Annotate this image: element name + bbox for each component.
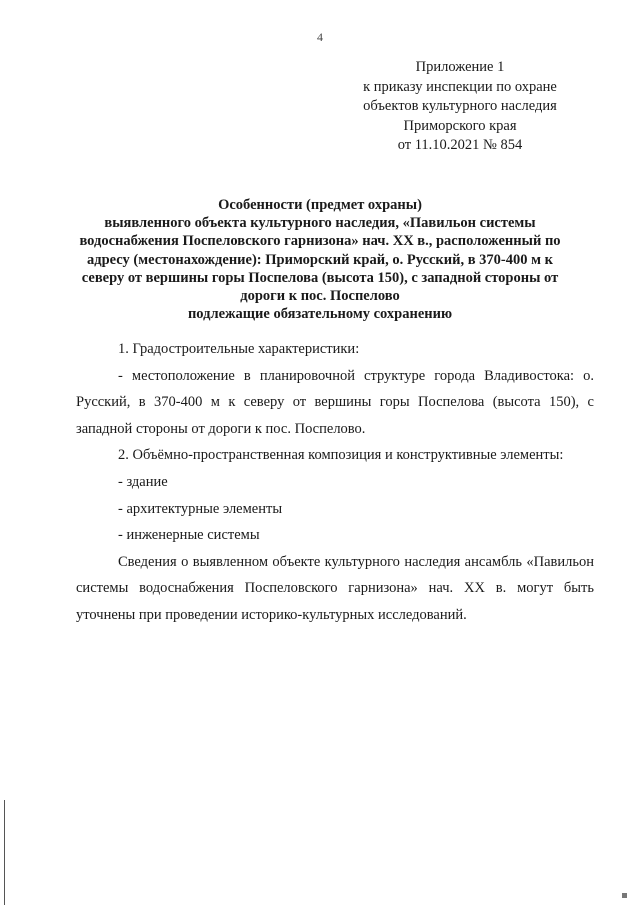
title-line: адресу (местонахождение): Приморский край, о. Русский, в 370-400 м к [87,251,553,268]
section-1-heading: 1. Градостроительные характеристики: [118,341,360,357]
list-item: - инженерные системы [118,527,260,544]
appendix-header [355,58,565,156]
document-title [78,196,562,323]
title-line: Особенности (предмет охраны) [218,197,422,213]
title-line: выявленного объекта культурного наследия, «Павильон системы [104,215,536,232]
title-line: водоснабжения Поспеловского гарнизона» нач. XX в., расположенный по [79,233,561,250]
closing-paragraph: Сведения о выявленном объекте культурного наследия ансамбль «Павильон системы водоснабжения Поспеловского гарнизона» нач. XX в. могут быть уточнены при проведении историко-культурных исследований. [76,553,594,623]
appendix-line: от 11.10.2021 № 854 [397,137,523,153]
list-item: - архитектурные элементы [118,500,283,517]
appendix-line: Приложение 1 [415,59,505,75]
scan-edge-line [4,800,5,905]
title-line: подлежащие обязательному сохранению [187,306,453,323]
page-number: 4 [317,30,323,44]
scan-artifact [622,893,627,898]
appendix-line: к приказу инспекции по охране [363,78,557,95]
title-line: дороги к пос. Поспелово [240,288,400,305]
appendix-line: Приморского края [403,117,517,134]
section-1-text: - местоположение в планировочной структуре города Владивостока: о. Русский, в 370-400 м к северу от вершины горы Поспелова (высота 150), с западной стороны от дороги к пос. Поспелово. [76,367,594,437]
section-2-heading: 2. Объёмно-пространственная композиция и конструктивные элементы: [118,447,564,464]
title-line: северу от вершины горы Поспелова (высота 150), с западной стороны от [81,269,559,286]
document-body [76,336,594,629]
appendix-line: объектов культурного наследия [363,98,557,114]
list-item: - здание [118,473,168,490]
